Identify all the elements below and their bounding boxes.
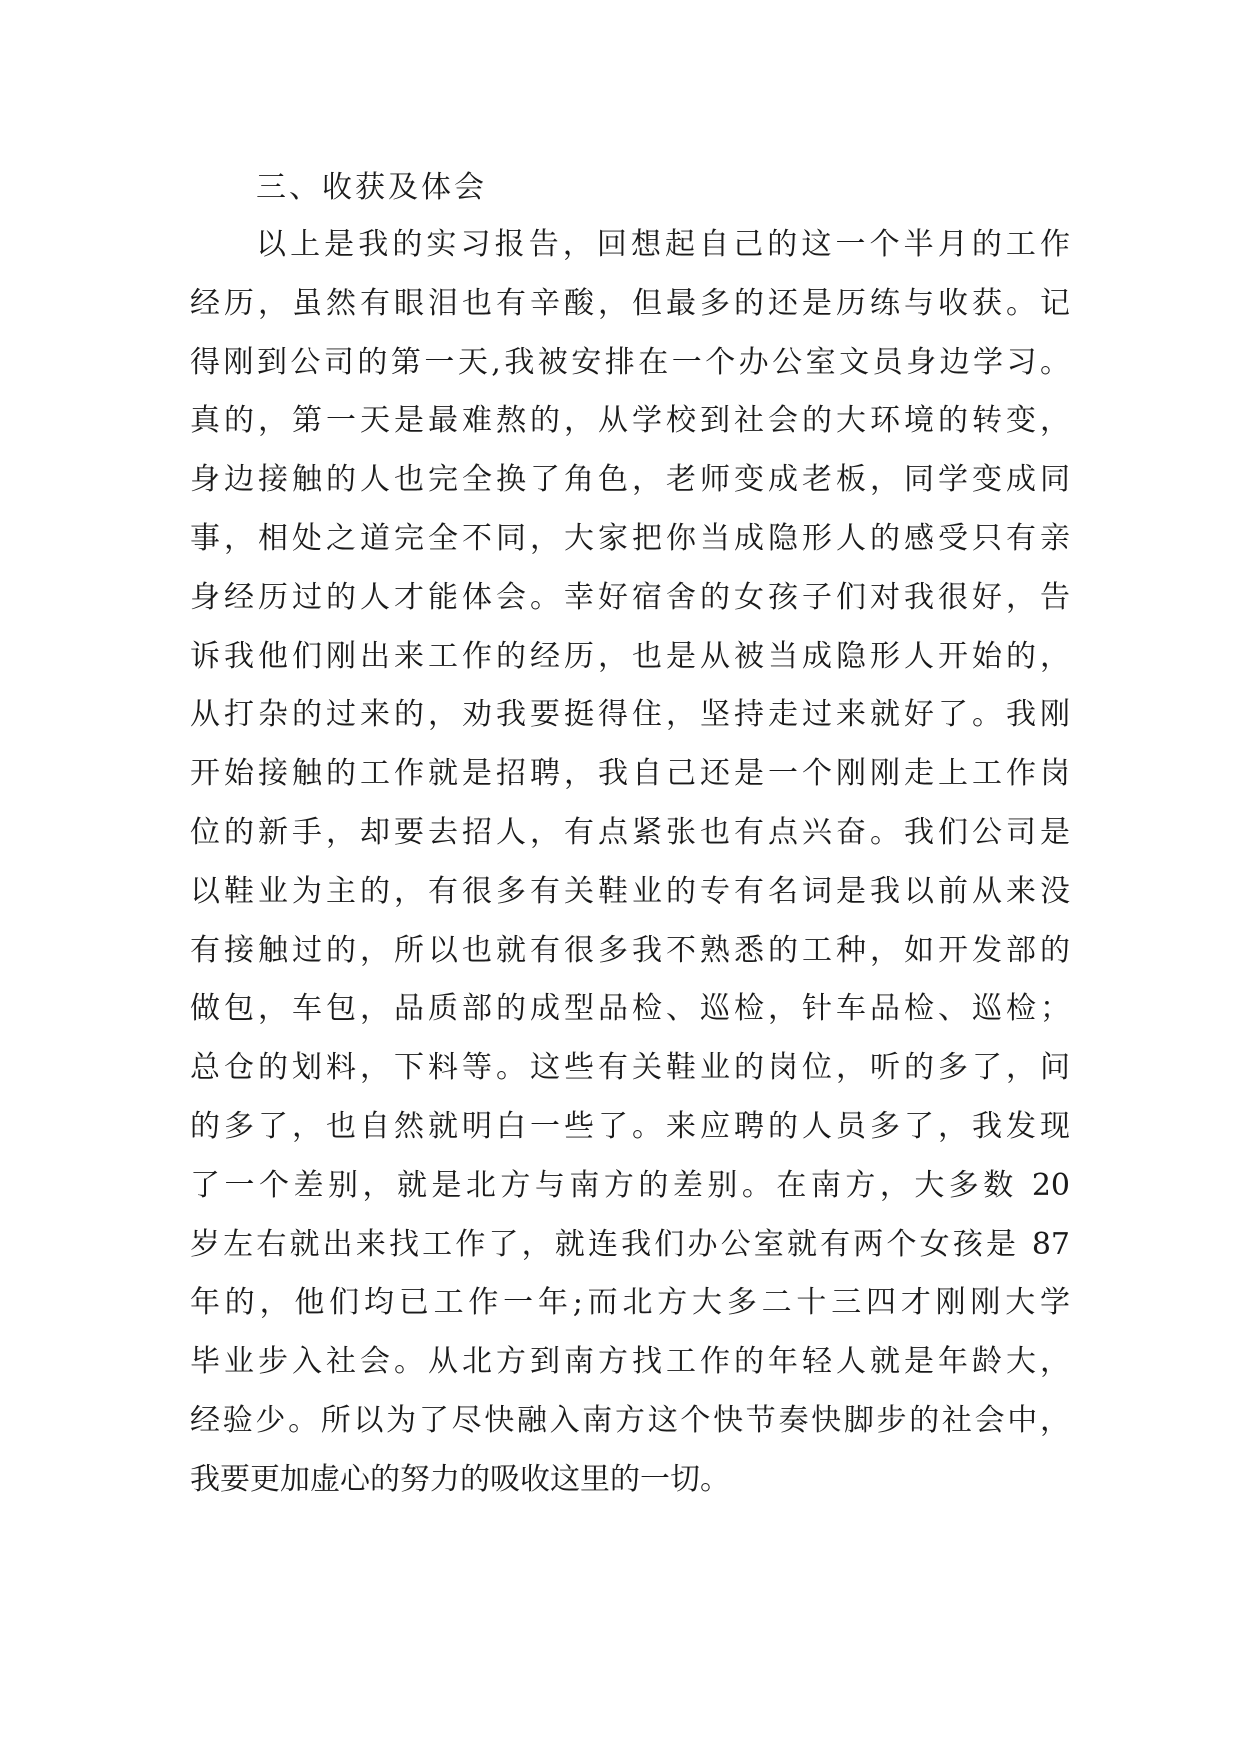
paragraph-line: 真的，第一天是最难熬的，从学校到社会的大环境的转变，	[190, 403, 1070, 439]
paragraph-line: 有接触过的，所以也就有很多我不熟悉的工种，如开发部的	[190, 932, 1070, 968]
paragraph-line: 以鞋业为主的，有很多有关鞋业的专有名词是我以前从来没	[190, 873, 1070, 909]
paragraph-line: 得刚到公司的第一天,我被安排在一个办公室文员身边学习。	[190, 344, 1070, 380]
paragraph-line: 以上是我的实习报告，回想起自己的这一个半月的工作	[256, 227, 1070, 262]
paragraph-line: 从打杂的过来的，劝我要挺得住，坚持走过来就好了。我刚	[190, 697, 1070, 733]
section-heading: 三、收获及体会	[256, 170, 487, 205]
paragraph-line: 年的，他们均已工作一年;而北方大多二十三四才刚刚大学	[190, 1285, 1070, 1321]
paragraph-line: 经历，虽然有眼泪也有辛酸，但最多的还是历练与收获。记	[190, 285, 1070, 321]
body-paragraph	[190, 216, 1070, 1510]
paragraph-line: 总仓的划料，下料等。这些有关鞋业的岗位，听的多了，问	[190, 1050, 1070, 1086]
paragraph-line: 做包，车包，品质部的成型品检、巡检，针车品检、巡检；	[190, 991, 1070, 1027]
paragraph-line: 身经历过的人才能体会。幸好宿舍的女孩子们对我很好，告	[190, 579, 1070, 615]
document-body	[190, 160, 1070, 1510]
paragraph-line: 事，相处之道完全不同，大家把你当成隐形人的感受只有亲	[190, 520, 1070, 556]
paragraph-line: 的多了，也自然就明白一些了。来应聘的人员多了，我发现	[190, 1108, 1070, 1144]
paragraph-line: 开始接触的工作就是招聘，我自己还是一个刚刚走上工作岗	[190, 756, 1070, 792]
paragraph-line: 诉我他们刚出来工作的经历，也是从被当成隐形人开始的，	[190, 638, 1070, 674]
paragraph-line: 岁左右就出来找工作了，就连我们办公室就有两个女孩是 87	[190, 1226, 1070, 1262]
paragraph-line: 位的新手，却要去招人，有点紧张也有点兴奋。我们公司是	[190, 814, 1070, 850]
paragraph-line: 我要更加虚心的努力的吸收这里的一切。	[190, 1461, 730, 1497]
paragraph-line: 经验少。所以为了尽快融入南方这个快节奏快脚步的社会中，	[190, 1402, 1070, 1438]
paragraph-line: 身边接触的人也完全换了角色，老师变成老板，同学变成同	[190, 462, 1070, 498]
paragraph-line: 毕业步入社会。从北方到南方找工作的年轻人就是年龄大，	[190, 1344, 1070, 1380]
paragraph-line: 了一个差别，就是北方与南方的差别。在南方，大多数 20	[190, 1167, 1070, 1203]
